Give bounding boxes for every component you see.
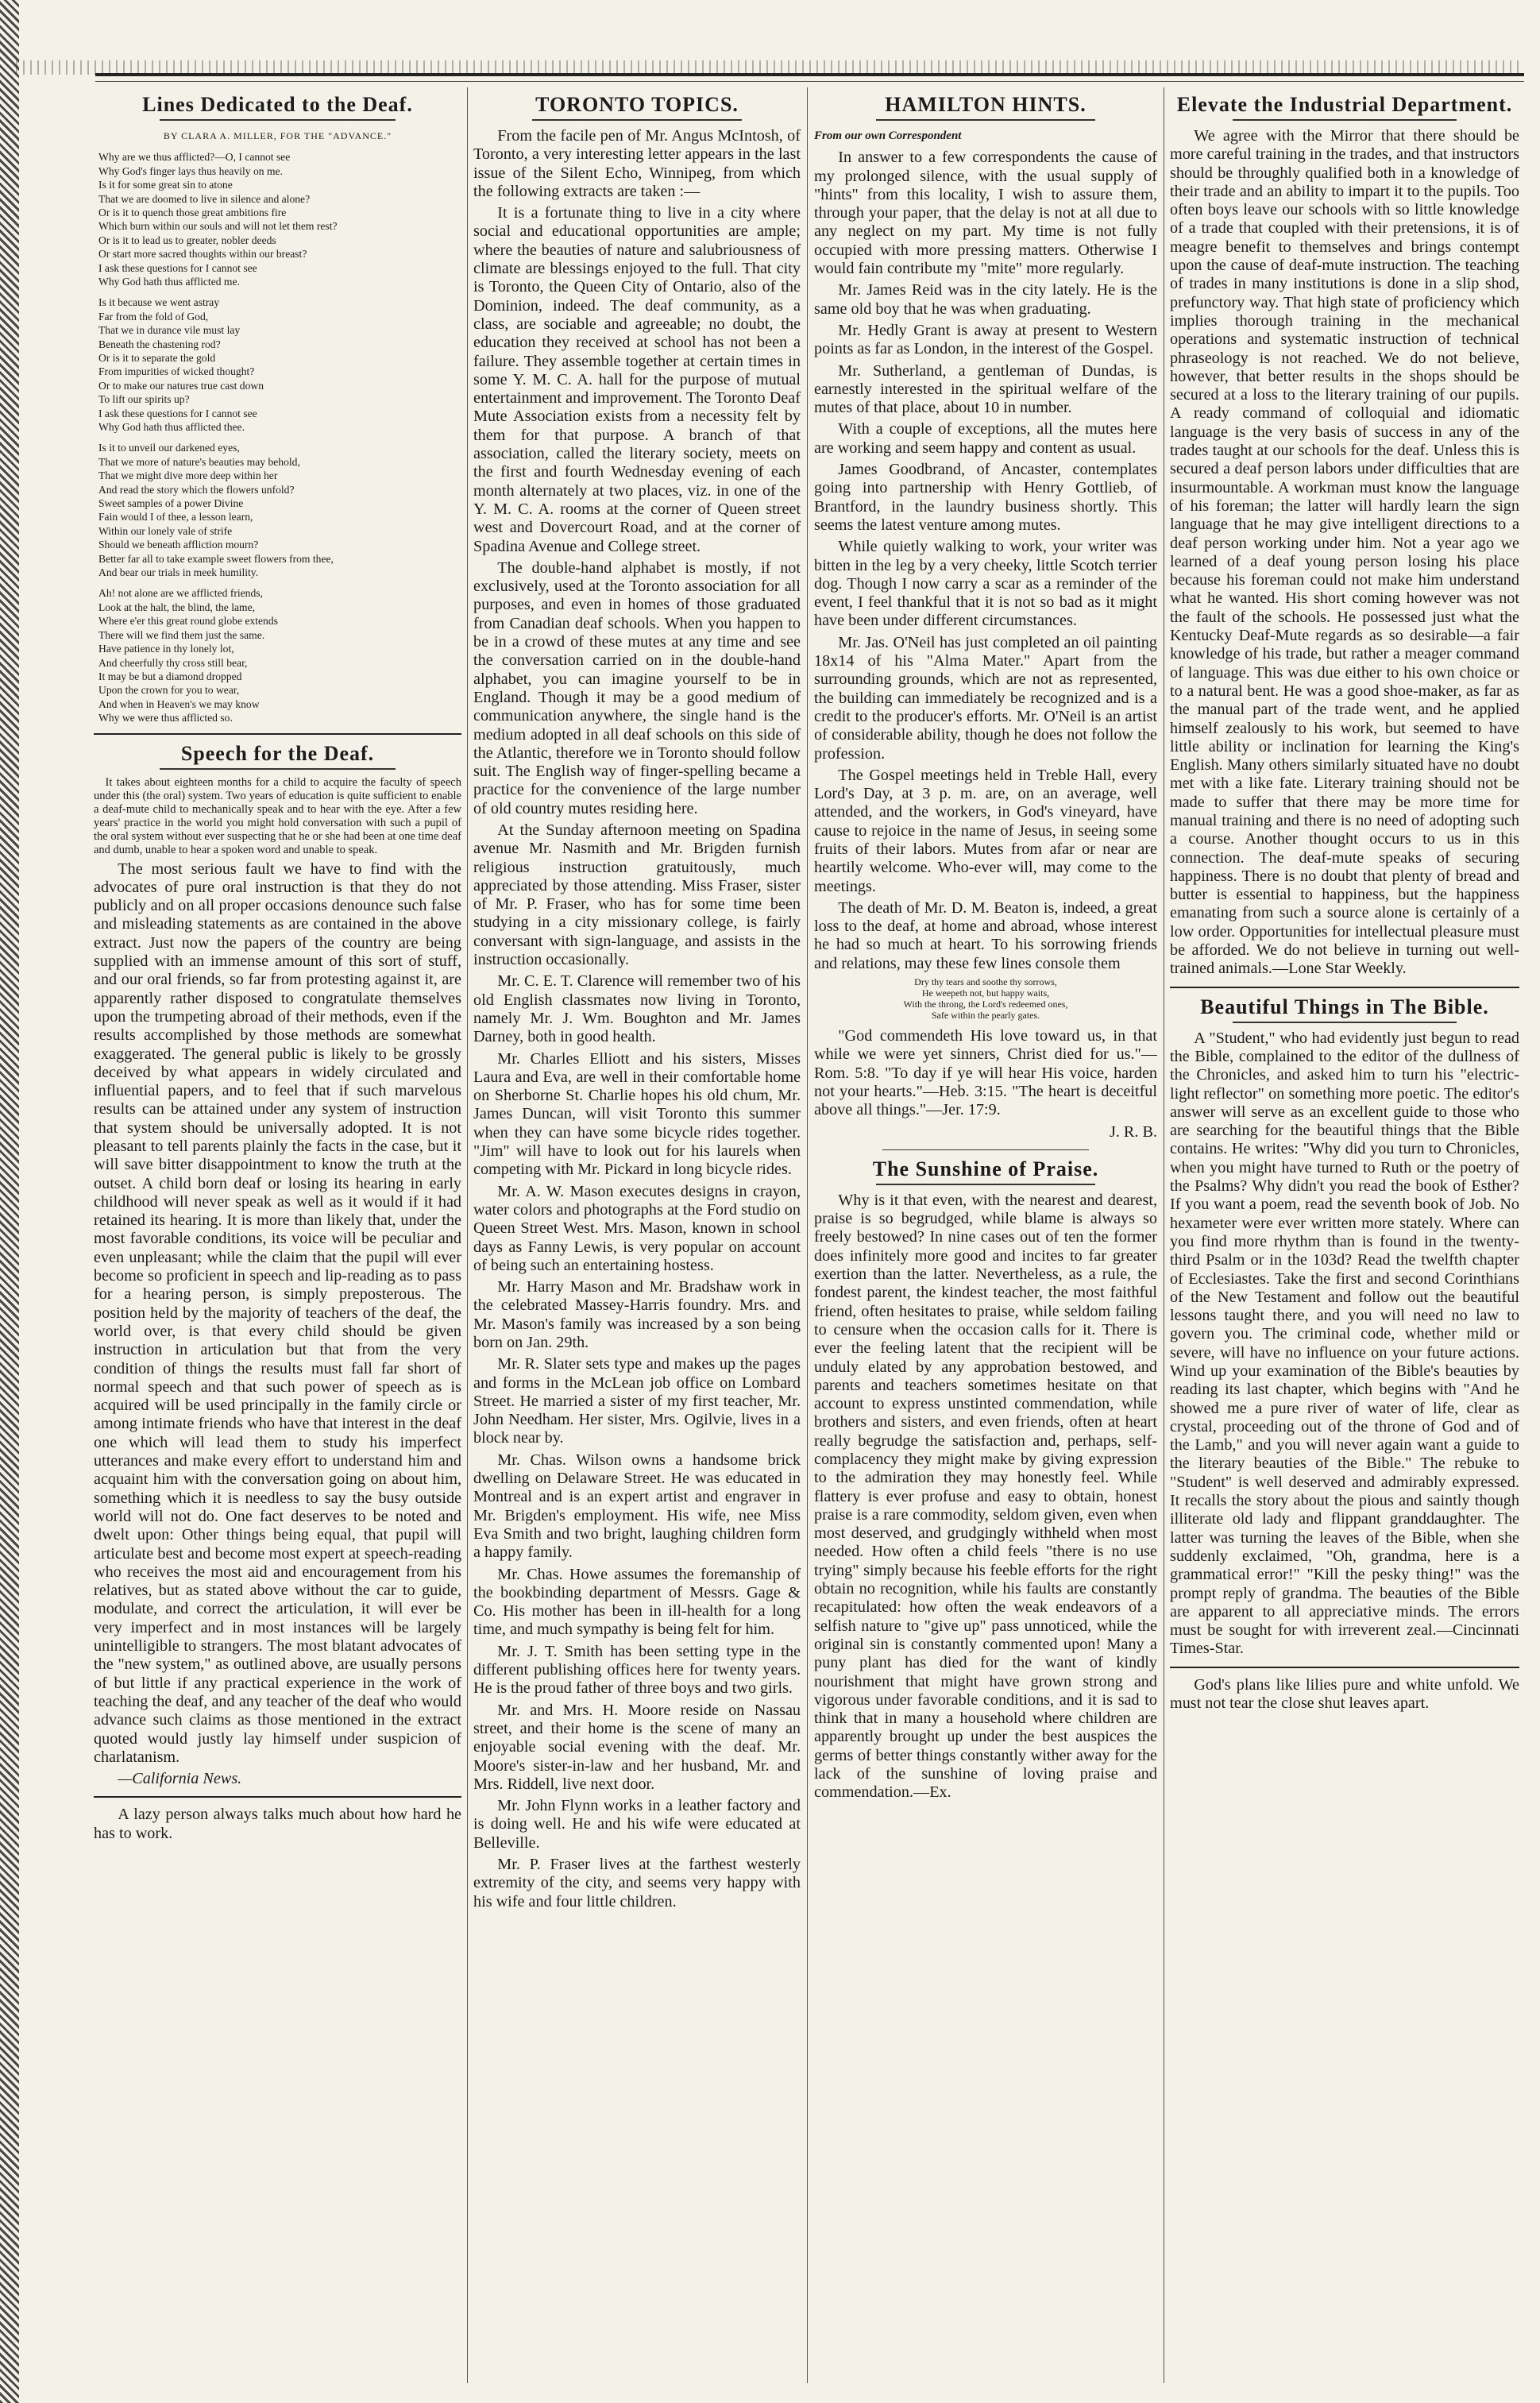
section-separator: [94, 1796, 461, 1798]
paragraph: At the Sunday afternoon meeting on Spadina avenue Mr. Nasmith and Mr. Brigden furnish religious instruction gratuitously, much appreciated by those attending. Miss Fraser, sister of Mr. P. Fraser, who has for some time been studying in a city missionary college, is fairly conversant with sign-language, and assists in the instruction occasionally.: [473, 821, 801, 969]
paragraph: Why is it that even, with the nearest and dearest, praise is so begrudged, while blame is always so freely bestowed? In nine cases out of ten the former does infinitely more good and incites to far greater exertion than the latter. Nevertheless, as a rule, the fondest parent, the kindest teacher, the most faithful friend, often hesitates to praise, while seldom failing to censure when the occasion calls for it. There is ever the feeling latent that the recipient will be unduly elated by any approbation bestowed, and parents and teachers sometimes hesitate on that account to express unstinted commendation, while brothers and sisters, and even friends, often at heart really begrudge the satisfaction and, perhaps, self-complacency they might make by giving expression to the admiration they may honestly feel. While flattery is ever profuse and easy to obtain, honest praise is a rare commodity, seldom given, even when most deserved, and grudgingly withheld when most needed. How often a child feels "there is no use trying" simply because his feeble efforts for the right obtain no recognition, while his faults are constantly recapitulated: how often the weak endeavors of a selfish nature to "give up" pass unnoticed, while the original sin is constantly commented upon! Many a puny plant has died for the want of kindly nourishment that might have grown strong and vigorous under favorable conditions, and it is sad to think that in many a household where children are apparently brought up under the best auspices the germs of better things constantly wither away for the lack of the sunshine of loving praise and commendation.—Ex.: [814, 1191, 1157, 1802]
poem-line: Ah! not alone are we afflicted friends,: [98, 587, 263, 600]
closing-verse: God's plans like lilies pure and white unfold. We must not tear the close shut leaves apart.: [1170, 1675, 1519, 1713]
poem-line: That we in durance vile must lay: [98, 324, 241, 337]
poem-line: Why God hath thus afflicted thee.: [98, 421, 245, 434]
poem-line: Or is it to quench those great ambitions fire: [98, 206, 287, 218]
column-rule: [807, 87, 808, 2383]
paragraph: The most serious fault we have to find with the advocates of pure oral instruction is that they do not publicly and on all proper occasions denounce such false and misleading statements as are contained in the above extract. Just now the papers of the country are being supplied with an immense amount of this sort of stuff, and our oral friends, so far from protesting against it, are apparently rather disposed to congratulate themselves upon the trumpeting abroad of their methods, even if the results accomplished by those methods are somewhat exaggerated. The general public is likely to be grossly deceived by what appears in widely circulated and influential papers, and to feel that if such marvelous results can be attained under any system of instruction that system should be universally adopted. It is not pleasant to tell parents plainly the facts in the case, but it will save bitter disappointment to know the truth at the outset. A child born deaf or losing its hearing in early childhood will never speak as well as it would if it had retained its hearing. It is more than likely that, under the most favorable conditions, its voice will be peculiar and even unpleasant; while the claim that the pupil will ever become so proficient in speech and lip-reading as to pass for a hearing person, is simply preposterous. The position held by the majority of teachers of the deaf, the world over, is that every child should be given instruction in articulation but that from the very condition of things the results must fall far short of normal speech and that such power of speech as is acquired will be used principally in the family circle or among intimate friends who have that interest in the deaf one which will lead them to study his imperfect utterances and make every effort to understand him and acquaint him with the conversation going on about him, something which it is needless to say the busy outside world will not do. One fact deserves to be noted and dwelt upon: Other things being equal, that pupil will articulate best and become most expert at speech-reading who receives the most aid and encouragement from his relatives, but as stated above without the car to guide, modulate, and correct the articulation, it will ever be very imperfect and in most instances will be largely unintelligible to strangers. The most blatant advocates of the "new system," as outlined above, are usually persons of but little if any practical experience in the work of teaching the deaf, and any teacher of the deaf who would advance such claims as those mentioned in the extract quoted would justly lay himself under suspicion of charlatanism.: [94, 860, 461, 1766]
paragraph: A "Student," who had evidently just begun to read the Bible, complained to the editor of the dullness of the Chronicles, and asked him to turn his "electric-light reflector" on something more poetic. The editor's answer will serve as an excellent guide to those who are searching for the beautiful things that the Bible contains. He writes: "Why did you turn to Chronicles, when you might have turned to Ruth or the poetry of the Psalms? Why didn't you read the book of Esther? If you want a poem, read the seventh book of Job. No hexameter were ever written more stately. Where can you find more rhythm than is found in the twenty-third Psalm or in the 103d? Read the twelfth chapter of Ecclesiastes. Take the first and second Corinthians of the New Testament and follow out the beautiful lessons taught there, and you will need no law to govern you. The criminal code, whether mild or severe, will have no influence on your future actions. Wind up your examination of the Bible's beauties by reading its last chapter, which begins with "And he showed me a pure river of water of life, clear as crystal, proceeding out of the throne of God and of the Lamb," and you will never again want a guide to the literary beauties of the Bible." The rebuke to "Student" is well deserved and admirably expressed. It recalls the story about the pious and saintly though illiterate old lady and flippant granddaughter. The latter was turning the leaves of the Bible, when she suddenly exclaimed, "Oh, grandma, here is a grammatical error!" "Kill the pesky thing!" was the prompt reply of grandma. The beauties of the Bible are apparent to all appreciative minds. The errors must be sought for with irreverent zeal.—Cincinnati Times-Star.: [1170, 1029, 1519, 1658]
poem-line: And bear our trials in meek humility.: [98, 566, 259, 579]
paragraph: Mr. Chas. Wilson owns a handsome brick dwelling on Delaware Street. He was educated in Montreal and is an expert artist and engraver in Mr. Brigden's employment. His wife, nee Miss Eva Smith and two bright, laughing children form a happy family.: [473, 1451, 801, 1562]
poem-line: Better far all to take example sweet flowers from thee,: [98, 552, 334, 565]
paragraph: Mr. Sutherland, a gentleman of Dundas, is earnestly interested in the spiritual welfare of the mutes of that place, about 10 in number.: [814, 361, 1157, 417]
title-underline: [1233, 119, 1457, 121]
paragraph: The death of Mr. D. M. Beaton is, indeed, a great loss to the deaf, at home and abroad, whose interest he had so much at heart. To his sorrowing friends and relations, may these few lines console them: [814, 898, 1157, 972]
verse-line: Safe within the pearly gates.: [931, 1010, 1040, 1022]
hamilton-verse: [814, 976, 1157, 1021]
hamilton-source: From our own Correspondent: [814, 129, 962, 142]
poem-line: Why God hath thus afflicted me.: [98, 275, 240, 288]
toronto-title: TORONTO TOPICS.: [535, 93, 739, 116]
section-separator: [94, 733, 461, 735]
title-underline: [160, 119, 395, 121]
poem-stanza: [98, 150, 461, 288]
paragraph: While quietly walking to work, your writer was bitten in the leg by a very cheeky, little Scotch terrier dog. Though I now carry a scar as a reminder of the event, I feel thankful that it is not so bad as it might have been under different circumstances.: [814, 538, 1157, 630]
poem-line: And cheerfully thy cross still bear,: [98, 656, 248, 669]
poem-line: Should we beneath affliction mourn?: [98, 539, 259, 551]
hamilton-title: HAMILTON HINTS.: [885, 93, 1086, 116]
poem-line: Why are we thus afflicted?—O, I cannot see: [98, 151, 291, 164]
verse-line: He weepeth not, but happy waits,: [921, 987, 1050, 999]
section-separator: [882, 1149, 1088, 1150]
paragraph: Mr. P. Fraser lives at the farthest westerly extremity of the city, and seems very happy with his wife and four little children.: [473, 1856, 801, 1910]
poem-line: I ask these questions for I cannot see: [98, 261, 257, 274]
poem-line: Sweet samples of a power Divine: [98, 497, 244, 510]
speech-source: —California News.: [118, 1770, 242, 1788]
poem-line: I ask these questions for I cannot see: [98, 407, 257, 419]
poem-line: Where e'er this great round globe extends: [98, 615, 278, 628]
column-4: [1170, 87, 1519, 2387]
top-rule: [95, 73, 1524, 76]
poem-line: That we are doomed to live in silence and alone?: [98, 192, 311, 205]
paragraph: The double-hand alphabet is mostly, if not exclusively, used at the Toronto association for all purposes, and even in homes of those graduated from Canadian deaf schools. When you happen to be in a crowd of these mutes at any time and see the conversation carried on in the double-hand alphabet, you can imagine yourself to be in England. Though it may be a good medium of communication anywhere, the single hand is the medium adopted in all deaf schools on this side of the Atlantic, therefore we in Toronto should follow suit. The English way of finger-spelling became a practice for the convenience of the large number of old country mutes residing here.: [473, 558, 801, 817]
paragraph: Mr. J. T. Smith has been setting type in the different publishing offices here for twenty years. He is the proud father of three boys and two girls.: [473, 1642, 801, 1698]
decorative-border: [0, 0, 19, 2403]
poem-line: Within our lonely vale of strife: [98, 524, 233, 537]
paragraph: From the facile pen of Mr. Angus McIntosh, of Toronto, a very interesting letter appears in the last issue of the Silent Echo, Winnipeg, from which the following extracts are taken :—: [473, 127, 801, 200]
poem-line: That we might dive more deep within her: [98, 469, 278, 482]
poem-line: And when in Heaven's we may know: [98, 697, 260, 710]
poem-line: Is it to unveil our darkened eyes,: [98, 442, 240, 454]
column-1: [94, 87, 461, 2387]
praise-title: The Sunshine of Praise.: [872, 1157, 1099, 1180]
paragraph: We agree with the Mirror that there should be more careful training in the trades, and that instructors should be throughly qualified both in a knowledge of their trade and an ability to impart it to the pupils. Too often boys leave our schools with so little knowledge of a trade that coupled with their pretensions, it is of meagre benefit to themselves and brings contempt upon the cause of deaf-mute instruction. The teaching of trades in many institutions is done in a slip shod, prefunctory way. That high state of proficiency which implies thorough training in the mechanical operations and systematic instruction of technical phraseology is not reached. We do not believe, however, that better results in the shops should be secured at a loss to the literary training of our pupils. A ready command of colloquial and idiomatic language is the very basis of success in any of the trades taught at our schools for the deaf. Unless this is secured a deaf person labors under difficulties that are insurmountable. A workman must know the language of his foreman; the latter will hardly learn the sign language that he may give intelligent directions to a deaf person working under him. Not a year ago we learned of a deaf young person losing his place because his foreman could not make him understand what he wanted. His short coming however was not the fault of the schools. He possessed just what the Kentucky Deaf-Mute regards as so desirable—a fair knowledge of his trade, but rather a meager command of language. This was due either to his own choice or to a natural bent. He was a good shoe-maker, as far as the manual part of the trade went, and he applied himself zealously to his work, but seemed to have little ability or inclination for learning the King's English. Many others similarly situated have no doubt met with a like fate. Literary training should not be made to suffer that there may be more time for manual training and there is no need of adopting such a course. Another thought occurs to us in this connection. The deaf-mute speaks of securing happiness. There is no doubt that plenty of bread and butter is essential to happiness, but the happiness emanating from such a source alone is certainly of a low order. Opportunities for intellectual pleasure must be afforded. We do not believe in turning out well-trained animals.—Lone Star Weekly.: [1170, 127, 1519, 978]
poem-line: Is it for some great sin to atone: [98, 179, 233, 191]
poem-byline: BY CLARA A. MILLER, FOR THE "ADVANCE.": [163, 130, 392, 141]
speech-title: Speech for the Deaf.: [180, 741, 375, 765]
column-rule: [467, 87, 468, 2383]
poem-line: Beneath the chastening rod?: [98, 338, 221, 350]
aphorism: A lazy person always talks much about how hard he has to work.: [94, 1806, 461, 1842]
poem-stanza: [98, 441, 461, 579]
poem-line: Why God's finger lays thus heavily on me.: [98, 164, 283, 177]
verse-line: Dry thy tears and soothe thy sorrows,: [914, 976, 1057, 988]
poem-line: It may be but a diamond dropped: [98, 670, 242, 682]
elevate-title: Elevate the Industrial Department.: [1176, 93, 1513, 116]
paragraph: Mr. John Flynn works in a leather factory and is doing well. He and his wife were educated at Belleville.: [473, 1797, 801, 1852]
paragraph: The Gospel meetings held in Treble Hall, every Lord's Day, at 3 p. m. are, on an average, well attended, and the workers, in God's vineyard, have cause to rejoice in the name of Jesus, in seeing some fruits of their labors. Mutes from afar or near are heartily welcome. Who-ever will, may come to the meetings.: [814, 766, 1157, 895]
poem-line: Is it because we went astray: [98, 296, 220, 309]
paragraph: In answer to a few correspondents the cause of my prolonged silence, with the usual supply of "hints" from this locality, I wish to assure them, through your paper, that the delay is not at all due to any neglect on my part. My time is not fully occupied with more pressing matters. Otherwise I would fain contribute my "mite" more regularly.: [814, 149, 1157, 278]
verse-line: With the throng, the Lord's redeemed ones,: [903, 999, 1068, 1010]
praise-body: [814, 1192, 1157, 1802]
poem-line: Or is it to separate the gold: [98, 351, 216, 364]
hamilton-closing: "God commendeth His love toward us, in that while we were yet sinners, Christ died for us."—Rom. 5:8. "To day if ye will hear His voice, harden not your hearts."—Heb. 3:15. "The heart is deceitful above all things."—Jer. 17:9.: [814, 1027, 1157, 1119]
poem-line: And read the story which the flowers unfold?: [98, 483, 295, 496]
title-underline: [876, 1184, 1095, 1185]
paragraph: Mr. A. W. Mason executes designs in crayon, water colors and photographs at the Ford studio on Queen Street West. Mrs. Mason, known in school days as Fanny Lewis, is very popular on account of being such an entertaining hostess.: [473, 1182, 801, 1274]
poem-title: Lines Dedicated to the Deaf.: [142, 93, 413, 116]
paragraph: Mr. Jas. O'Neil has just completed an oil painting 18x14 of his "Alma Mater." Apart from the surrounding grounds, which are not as represented, the building can immediately be recognized and is a credit to the producer's efforts. Mr. O'Neil is an artist of considerable ability, though he does not follow the profession.: [814, 633, 1157, 763]
poem-line: Fain would I of thee, a lesson learn,: [98, 511, 253, 523]
speech-lead: It takes about eighteen months for a child to acquire the faculty of speech under this (the oral) system. Two years of education is quite sufficient to enable a deaf-mute child to mechanically speak and to hear with the eye. After a few years' practice in the world you might hold conversation with such a pupil of the oral system without ever suspecting that he or she had been at one time deaf and dumb, unable to hear a spoken word and unable to speak.: [94, 775, 461, 856]
paragraph: Mr. C. E. T. Clarence will remember two of his old English classmates now living in Toronto, namely Mr. J. Wm. Boughton and Mr. James Darney, both in good health.: [473, 972, 801, 1046]
bible-body: [1170, 1030, 1519, 1659]
poem-line: There will we find them just the same.: [98, 628, 265, 641]
paragraph: Mr. Chas. Howe assumes the foremanship of the bookbinding department of Messrs. Gage & Co. His mother has been in ill-health for a long time, and much sympathy is being felt for him.: [473, 1565, 801, 1639]
column-2: [473, 87, 801, 2387]
bible-title: Beautiful Things in The Bible.: [1200, 995, 1489, 1018]
poem-line: To lift our spirits up?: [98, 393, 190, 406]
paragraph: Mr. R. Slater sets type and makes up the pages and forms in the McLean job office on Lombard Street. He married a sister of my first teacher, Mr. John Needham. Her sister, Mrs. Ogilvie, lives in a block near by.: [473, 1355, 801, 1447]
poem-body: [98, 150, 461, 724]
speech-body: [94, 860, 461, 1767]
title-underline: [1233, 1022, 1457, 1023]
hamilton-signature: J. R. B.: [1109, 1122, 1157, 1141]
paragraph: Mr. James Reid was in the city lately. He is the same old boy that he was when graduating.: [814, 281, 1157, 318]
poem-line: Why we were thus afflicted so.: [98, 712, 233, 724]
toronto-body: [473, 127, 801, 1911]
hamilton-body: [814, 149, 1157, 973]
column-3: [814, 87, 1157, 2387]
poem-line: Or start more sacred thoughts within our breast?: [98, 248, 307, 261]
elevate-body: [1170, 127, 1519, 979]
poem-line: From impurities of wicked thought?: [98, 365, 255, 378]
paragraph: Mr. Charles Elliott and his sisters, Misses Laura and Eva, are well in their comfortable home on Sherborne St. Charlie hopes his old chum, Mr. James Duncan, will visit Toronto this summer when they can have some bicycle rides together. "Jim" will have to look out for his laurels when competing with Mr. Pickard in long bicycle rides.: [473, 1049, 801, 1179]
section-separator: [1170, 1667, 1519, 1668]
paragraph: James Goodbrand, of Ancaster, contemplates going into partnership with Henry Gottlieb, of Brantford, in the laundry business shortly. This seems the latest venture among mutes.: [814, 461, 1157, 534]
poem-line: That we more of nature's beauties may behold,: [98, 455, 300, 468]
poem-line: Which burn within our souls and will not let them rest?: [98, 220, 338, 233]
poem-line: Upon the crown for you to wear,: [98, 684, 240, 697]
section-separator: [1170, 987, 1519, 988]
paragraph: It is a fortunate thing to live in a city where social and educational opportunities are ample; where the beauties of nature and salubriousness of climate are blessings enjoyed to the full. That city is Toronto, the Queen City of Ontario, also of the Dominion, indeed. The deaf community, as a class, are sociable and agreeable; no doubt, the education they received at school has not been a failure. They assemble together at certain times in some Y. M. C. A. hall for the purpose of mutual entertainment and improvement. The Toronto Deaf Mute Association exists from a necessity felt by them for that purpose. A branch of that association, called the literary society, meets on the first and fourth Wednesday evening of each month alternately at two places, viz. in one of the Y. M. C. A. rooms at the corner of Queen street west and Dovercourt Road, and at the corner of Spadina Avenue and College street.: [473, 204, 801, 555]
title-underline: [876, 119, 1095, 121]
title-underline: [532, 119, 742, 121]
paragraph: With a couple of exceptions, all the mutes here are working and seem happy and content as usual.: [814, 420, 1157, 457]
paragraph: Mr. Hedly Grant is away at present to Western points as far as London, in the interest of the Gospel.: [814, 321, 1157, 358]
poem-line: Or is it to lead us to greater, nobler deeds: [98, 234, 276, 246]
poem-stanza: [98, 586, 461, 724]
poem-line: Far from the fold of God,: [98, 310, 209, 323]
poem-stanza: [98, 296, 461, 434]
poem-line: Look at the halt, the blind, the lame,: [98, 601, 256, 613]
title-underline: [160, 768, 395, 770]
top-rule-thin: [95, 81, 1524, 82]
poem-line: Or to make our natures true cast down: [98, 379, 264, 392]
paragraph: Mr. Harry Mason and Mr. Bradshaw work in the celebrated Massey-Harris foundry. Mrs. and Mr. Mason's family was increased by a son being born on Jan. 29th.: [473, 1278, 801, 1351]
poem-line: Have patience in thy lonely lot,: [98, 643, 234, 655]
paragraph: Mr. and Mrs. H. Moore reside on Nassau street, and their home is the scene of many an enjoyable social evening with the deaf. Mr. Moore's sister-in-law and her husband, Mr. and Mrs. Riddell, live next door.: [473, 1701, 801, 1793]
